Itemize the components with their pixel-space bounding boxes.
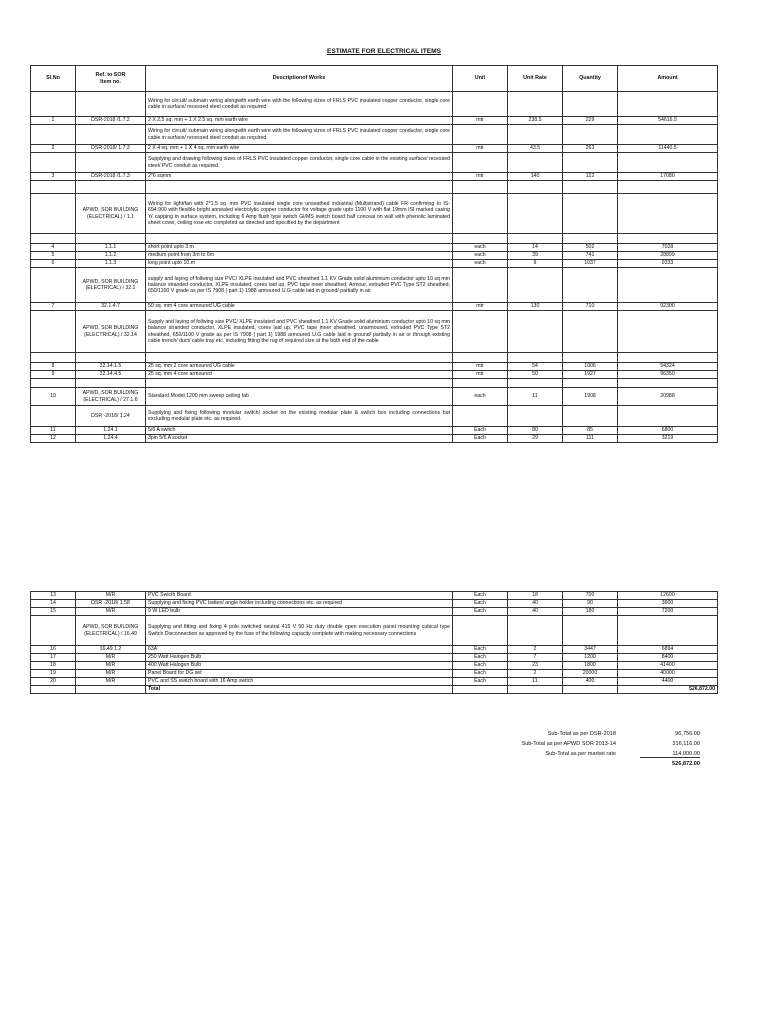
row-ref (76, 379, 146, 388)
table-row (31, 646, 718, 654)
grand-total (400, 761, 700, 770)
row-rate (508, 92, 563, 117)
row-rate: 39 (508, 252, 563, 260)
row-rate: 7 (508, 654, 563, 662)
table-row (31, 654, 718, 662)
row-amount: 6894 (618, 646, 718, 654)
row-qty: 1037 (563, 260, 618, 268)
row-ref: 1.24.1 (76, 427, 146, 435)
row-desc: Supplying and fixing PVC batten/ angle holder including connections etc. as required (146, 600, 453, 608)
row-ref: M/R (76, 608, 146, 616)
row-qty: 700 (563, 592, 618, 600)
row-desc: Wiring for circuit/ submain wiring alongwith earth wire with the following sizes of FRLS PVC insulated copper conductor, single core cable in surface/ recessed steel conduit as required (146, 125, 453, 145)
table-row (31, 686, 718, 694)
row-unit (453, 311, 508, 353)
row-slno (31, 353, 76, 363)
row-slno: 9 (31, 371, 76, 379)
row-ref (76, 686, 146, 694)
row-ref: APWD, SOR BUILDING (ELECTRICAL) / 32.1 (76, 268, 146, 303)
row-amount (618, 234, 718, 244)
row-qty: 111 (563, 435, 618, 443)
row-ref: APWD, SOR BUILDING (ELECTRICAL) / 32.14 (76, 311, 146, 353)
row-unit: mtr (453, 145, 508, 153)
row-slno: 8 (31, 363, 76, 371)
row-ref: 1.1.2 (76, 252, 146, 260)
row-rate (508, 194, 563, 234)
row-qty (563, 353, 618, 363)
row-ref: M/R (76, 592, 146, 600)
row-rate: 11 (508, 388, 563, 406)
row-qty: 502 (563, 244, 618, 252)
row-amount: 41400 (618, 662, 718, 670)
header-amount: Amount (618, 66, 718, 92)
row-qty (563, 379, 618, 388)
row-rate: 80 (508, 427, 563, 435)
row-slno: 14 (31, 600, 76, 608)
row-rate (508, 686, 563, 694)
table-row (31, 244, 718, 252)
row-rate (508, 268, 563, 303)
row-qty: 180 (563, 608, 618, 616)
row-unit: Each (453, 670, 508, 678)
table-row (31, 363, 718, 371)
row-qty: 263 (563, 145, 618, 153)
row-amount (618, 181, 718, 194)
row-qty (563, 92, 618, 117)
row-qty: 1200 (563, 654, 618, 662)
row-desc: 50 sq. mm 4 core armoured UG cable (146, 303, 453, 311)
row-unit: each (453, 244, 508, 252)
row-amount (618, 379, 718, 388)
row-rate: 40 (508, 608, 563, 616)
table-row (31, 311, 718, 353)
row-amount (618, 194, 718, 234)
row-desc: 400 Watt Halogen Bulb (146, 662, 453, 670)
row-unit: mtr (453, 363, 508, 371)
row-amount: 92300 (618, 303, 718, 311)
table-row (31, 388, 718, 406)
row-ref: DSR -2018/ 1.24 (76, 406, 146, 427)
row-ref: 1.1.1 (76, 244, 146, 252)
row-unit: Each (453, 678, 508, 686)
subtotals-block (400, 731, 700, 781)
row-qty (563, 406, 618, 427)
row-qty: 1800 (563, 662, 618, 670)
subtotal-dsr-label: Sub-Total as per DSR-2018 (547, 731, 616, 737)
row-amount: 40000 (618, 670, 718, 678)
row-qty (563, 194, 618, 234)
row-amount: 54324 (618, 363, 718, 371)
row-desc: Supply and laying of follwing size PVC/ XLPE insulated and PVC sheathed 1.1 KV Grade solid aluminium conductor upto 10 sq mm balance stranded conductor, XLPE insulated, cores laid up, PVC tape inner sheathed, unarmoured, extruded PVC Type ST2 sheathed, 650/1100 V grade as per IS 7908 ( part 1) 1988 armoured U.G cable laid in ground/ partially in air or through existing cable trench/ duct/ cable tray etc. including fitting the rug of required size at the both end of the cable (146, 311, 453, 353)
row-desc: Standard Model 1200 mm sweep ceiling fab (146, 388, 453, 406)
header-row (31, 66, 718, 92)
row-rate: 2 (508, 646, 563, 654)
row-qty: 400 (563, 678, 618, 686)
row-unit (453, 181, 508, 194)
row-desc: 2*6 sqmm (146, 173, 453, 181)
row-slno: 5 (31, 252, 76, 260)
row-slno: 17 (31, 654, 76, 662)
row-desc: Supplying and drawing following sizes of FRLS PVC insulated copper conductor, single core cable in the existing surface/ recessed steel/ PVC conduit as required. (146, 153, 453, 173)
row-unit: Each (453, 608, 508, 616)
row-qty (563, 268, 618, 303)
row-amount: 12600 (618, 592, 718, 600)
subtotal-market (400, 751, 700, 760)
row-amount: 4400 (618, 678, 718, 686)
row-slno: 15 (31, 608, 76, 616)
row-unit (453, 353, 508, 363)
table-row (31, 153, 718, 173)
row-unit: Each (453, 592, 508, 600)
grand-total-value: 526,872.00 (672, 761, 700, 767)
row-amount (618, 406, 718, 427)
row-amount: 9333 (618, 260, 718, 268)
row-ref: 1.24.4 (76, 435, 146, 443)
table-row (31, 252, 718, 260)
row-desc: Supplying and fitting and fixing 4 pole switched neutral 415 V 50 Hz duty double open execution panel mounting cubical type Switch Disconnection as approved by the fuse of the following capacity complete with making necessary connections (146, 616, 453, 646)
row-qty: 229 (563, 117, 618, 125)
row-qty: 3447 (563, 646, 618, 654)
row-ref: DSR-2018/ 1.7.3 (76, 145, 146, 153)
row-unit: mtr (453, 303, 508, 311)
row-rate: 40 (508, 600, 563, 608)
row-ref: 32.1.4.7 (76, 303, 146, 311)
row-unit (453, 234, 508, 244)
header-rate: Unit Rate (508, 66, 563, 92)
row-qty (563, 153, 618, 173)
row-slno (31, 268, 76, 303)
row-slno: 10 (31, 388, 76, 406)
row-amount: 54616.5 (618, 117, 718, 125)
row-unit: mtr (453, 117, 508, 125)
table-row (31, 678, 718, 686)
row-rate: 43.5 (508, 145, 563, 153)
row-ref: 1.1.3 (76, 260, 146, 268)
row-amount (618, 616, 718, 646)
row-unit (453, 616, 508, 646)
subtotal-market-label: Sub-Total as per market rate (545, 751, 616, 757)
row-desc (146, 234, 453, 244)
row-amount (618, 92, 718, 117)
row-desc: Wiring for circuit/ submain wiring alongwith earth wire with the following sizes of FRLS PVC insulated copper conductor, single core cable in surface/ recessed steel conduit as required (146, 92, 453, 117)
row-slno: 11 (31, 427, 76, 435)
table-row (31, 181, 718, 194)
row-unit: Each (453, 600, 508, 608)
row-unit: mtr (453, 371, 508, 379)
row-amount (618, 125, 718, 145)
row-desc (146, 379, 453, 388)
row-rate (508, 234, 563, 244)
row-amount (618, 353, 718, 363)
row-slno: 19 (31, 670, 76, 678)
table-row (31, 371, 718, 379)
row-rate: 11 (508, 678, 563, 686)
row-qty: 1006 (563, 363, 618, 371)
row-qty (563, 181, 618, 194)
row-slno: 16 (31, 646, 76, 654)
row-qty: 710 (563, 303, 618, 311)
row-unit: Each (453, 427, 508, 435)
row-desc: PVC Swicth Board (146, 592, 453, 600)
row-ref (76, 353, 146, 363)
row-slno (31, 153, 76, 173)
row-slno (31, 92, 76, 117)
row-rate: 50 (508, 371, 563, 379)
row-amount: 11440.5 (618, 145, 718, 153)
row-desc: 9 W LED bulb (146, 608, 453, 616)
row-desc: Wiring for light/fan with 2*1.5 sq. mm PVC insulated single core unseathed industrial (Multistrand) cable FR confirming to IS-694:900 with flexible bright annealed electrolytic copper conductor for voltage grade upto 1100 V with flat 19mm ISI marked casing 'n' capping in surface system, including 6 Amp flush type switch GI/MS switch board half conceal on wall with phenolic laminated sheet cover, ceiling rose etc completed as directed and specified by the department (146, 194, 453, 234)
row-ref: M/R (76, 662, 146, 670)
row-desc: 25 sq. mm 4 core armoured (146, 371, 453, 379)
row-slno: 4 (31, 244, 76, 252)
estimate-table-upper (30, 65, 718, 443)
table-row (31, 194, 718, 234)
row-ref: APWD, SOR BUILDING (ELECTRICAL) / 16.49 (76, 616, 146, 646)
subtotal-apwd-label: Sub-Total as per APWD SOR 2013-14 (521, 741, 616, 747)
row-desc: 63A (146, 646, 453, 654)
table-row (31, 608, 718, 616)
subtotal-apwd (400, 741, 700, 750)
row-ref: 32.14.1.5 (76, 363, 146, 371)
row-unit: Each (453, 646, 508, 654)
row-slno (31, 379, 76, 388)
row-slno (31, 616, 76, 646)
row-rate (508, 181, 563, 194)
estimate-table-lower (30, 591, 718, 694)
row-ref: DSR -2018/ 1.58 (76, 600, 146, 608)
row-ref: 32.14.4.5 (76, 371, 146, 379)
row-unit (453, 406, 508, 427)
row-ref (76, 92, 146, 117)
table-row (31, 435, 718, 443)
row-ref: APWD, SOR BUILDING (ELECTRICAL) / 27.1.6 (76, 388, 146, 406)
row-slno: 6 (31, 260, 76, 268)
row-desc: Supplying and fixing following modular switch/ socket on the existing modular plate & switch box including connections but excluding modular plate etc. as required. (146, 406, 453, 427)
row-ref: M/R (76, 654, 146, 662)
row-amount (618, 311, 718, 353)
table-row (31, 234, 718, 244)
row-desc (146, 353, 453, 363)
row-amount (618, 268, 718, 303)
table-row (31, 117, 718, 125)
row-desc: 250 Watt Halogen Bulb (146, 654, 453, 662)
row-ref: APWD, SOR BUILDING (ELECTRICAL) / 1.1 (76, 194, 146, 234)
row-qty: 90 (563, 600, 618, 608)
row-unit (453, 92, 508, 117)
row-slno: 3 (31, 173, 76, 181)
row-ref (76, 153, 146, 173)
row-slno: 12 (31, 435, 76, 443)
row-desc: 2 X 2.5 sq. mm + 1 X 2.5 sq. mm earth wire (146, 117, 453, 125)
row-rate: 18 (508, 592, 563, 600)
row-slno (31, 686, 76, 694)
table-row (31, 92, 718, 117)
row-rate (508, 406, 563, 427)
row-qty (563, 311, 618, 353)
header-slno: Sl.No (31, 66, 76, 92)
table-row (31, 353, 718, 363)
row-rate (508, 616, 563, 646)
row-unit: each (453, 388, 508, 406)
row-slno (31, 181, 76, 194)
header-unit: Unit (453, 66, 508, 92)
row-slno: 1 (31, 117, 76, 125)
row-rate: 2 (508, 670, 563, 678)
row-slno: 2 (31, 145, 76, 153)
header-qty: Quantity (563, 66, 618, 92)
table-row (31, 260, 718, 268)
table-row (31, 600, 718, 608)
table-row (31, 406, 718, 427)
row-rate: 140 (508, 173, 563, 181)
table-row (31, 592, 718, 600)
row-slno (31, 311, 76, 353)
row-desc: 2 X 4 sq. mm + 1 X 4 sq. mm earth wire (146, 145, 453, 153)
row-ref (76, 125, 146, 145)
row-desc: PVC and SS switch board with 16 Amp switch (146, 678, 453, 686)
row-rate: 130 (508, 303, 563, 311)
row-ref (76, 181, 146, 194)
row-rate (508, 153, 563, 173)
row-desc: 5/6 A switch (146, 427, 453, 435)
row-amount: 7028 (618, 244, 718, 252)
subtotal-apwd-value: 316,116.00 (672, 741, 700, 747)
row-ref: DSR-2018 /1.7.2 (76, 117, 146, 125)
table-row (31, 670, 718, 678)
row-unit (453, 268, 508, 303)
row-desc: 25 sq. mm 2 core armoured UG cable (146, 363, 453, 371)
row-slno: 18 (31, 662, 76, 670)
row-desc: supply and laying of follwing size PVC/ XLPE insulated and PVC sheathed 1.1 KV Grade solid aluminium conductor upto 10 sq mm balance stranded conductor, XLPE insulated, cores laid up, PVC tape inner sheathed, Armour, extruded PVC Type ST2 sheathed, 650/1100 V grade as per IS 7908 ( part 1) 1988 armoured U.G cable laid in ground/ partially in air (146, 268, 453, 303)
table-row (31, 145, 718, 153)
row-rate: 29 (508, 435, 563, 443)
row-desc: short point upto 3 m (146, 244, 453, 252)
row-qty (563, 125, 618, 145)
row-rate (508, 353, 563, 363)
row-rate: 9 (508, 260, 563, 268)
row-rate: 54 (508, 363, 563, 371)
row-rate (508, 379, 563, 388)
row-slno: 20 (31, 678, 76, 686)
subtotal-dsr (400, 731, 700, 740)
row-amount (618, 153, 718, 173)
table-row (31, 268, 718, 303)
row-qty: 122 (563, 173, 618, 181)
row-qty (563, 234, 618, 244)
row-amount: 526,872.00 (618, 686, 718, 694)
row-desc (146, 181, 453, 194)
row-desc: Panel Board for DG set (146, 670, 453, 678)
row-slno: 13 (31, 592, 76, 600)
row-amount: 28899 (618, 252, 718, 260)
subtotal-dsr-value: 96,756.00 (675, 731, 700, 737)
row-slno: 7 (31, 303, 76, 311)
row-ref: 16.49.1.2 (76, 646, 146, 654)
row-unit (453, 125, 508, 145)
table-row (31, 125, 718, 145)
row-amount: 7200 (618, 608, 718, 616)
row-amount: 3600 (618, 600, 718, 608)
row-amount: 96350 (618, 371, 718, 379)
table-row (31, 303, 718, 311)
header-desc: Descriptionof Works (146, 66, 453, 92)
row-qty: 741 (563, 252, 618, 260)
row-desc: 3pin 5/6 A socket (146, 435, 453, 443)
row-unit (453, 194, 508, 234)
row-unit: each (453, 260, 508, 268)
row-qty: 20000 (563, 670, 618, 678)
row-qty: 1908 (563, 388, 618, 406)
row-ref (76, 234, 146, 244)
table-row (31, 379, 718, 388)
row-desc: long point upto 10.m (146, 260, 453, 268)
row-amount: 20988 (618, 388, 718, 406)
row-unit: Each (453, 654, 508, 662)
subtotal-market-value: 114,000.00 (640, 751, 700, 758)
row-desc: Total (146, 686, 453, 694)
row-unit: Each (453, 435, 508, 443)
row-ref: DSR-2018 /1.7.3 (76, 173, 146, 181)
row-unit: Each (453, 662, 508, 670)
row-desc: medium point from 3m to 6m (146, 252, 453, 260)
row-amount: 17080 (618, 173, 718, 181)
row-rate: 238.5 (508, 117, 563, 125)
row-rate (508, 311, 563, 353)
row-unit (453, 686, 508, 694)
row-amount: 8400 (618, 654, 718, 662)
row-unit (453, 379, 508, 388)
table-row (31, 616, 718, 646)
page-title: ESTIMATE FOR ELECTRICAL ITEMS (326, 48, 442, 55)
row-unit: mtr (453, 173, 508, 181)
row-rate: 14 (508, 244, 563, 252)
row-qty: 1927 (563, 371, 618, 379)
row-rate (508, 125, 563, 145)
row-slno (31, 406, 76, 427)
row-ref: M/R (76, 670, 146, 678)
row-unit: each (453, 252, 508, 260)
table-row (31, 427, 718, 435)
row-slno (31, 234, 76, 244)
row-rate: 23 (508, 662, 563, 670)
row-ref: M/R (76, 678, 146, 686)
row-qty (563, 616, 618, 646)
row-qty (563, 686, 618, 694)
row-amount: 6800 (618, 427, 718, 435)
row-slno (31, 194, 76, 234)
table-row (31, 662, 718, 670)
header-ref: Ref. to SOR Item no. (76, 66, 146, 92)
table-row (31, 173, 718, 181)
row-slno (31, 125, 76, 145)
row-qty: 85 (563, 427, 618, 435)
row-amount: 3219 (618, 435, 718, 443)
row-unit (453, 153, 508, 173)
